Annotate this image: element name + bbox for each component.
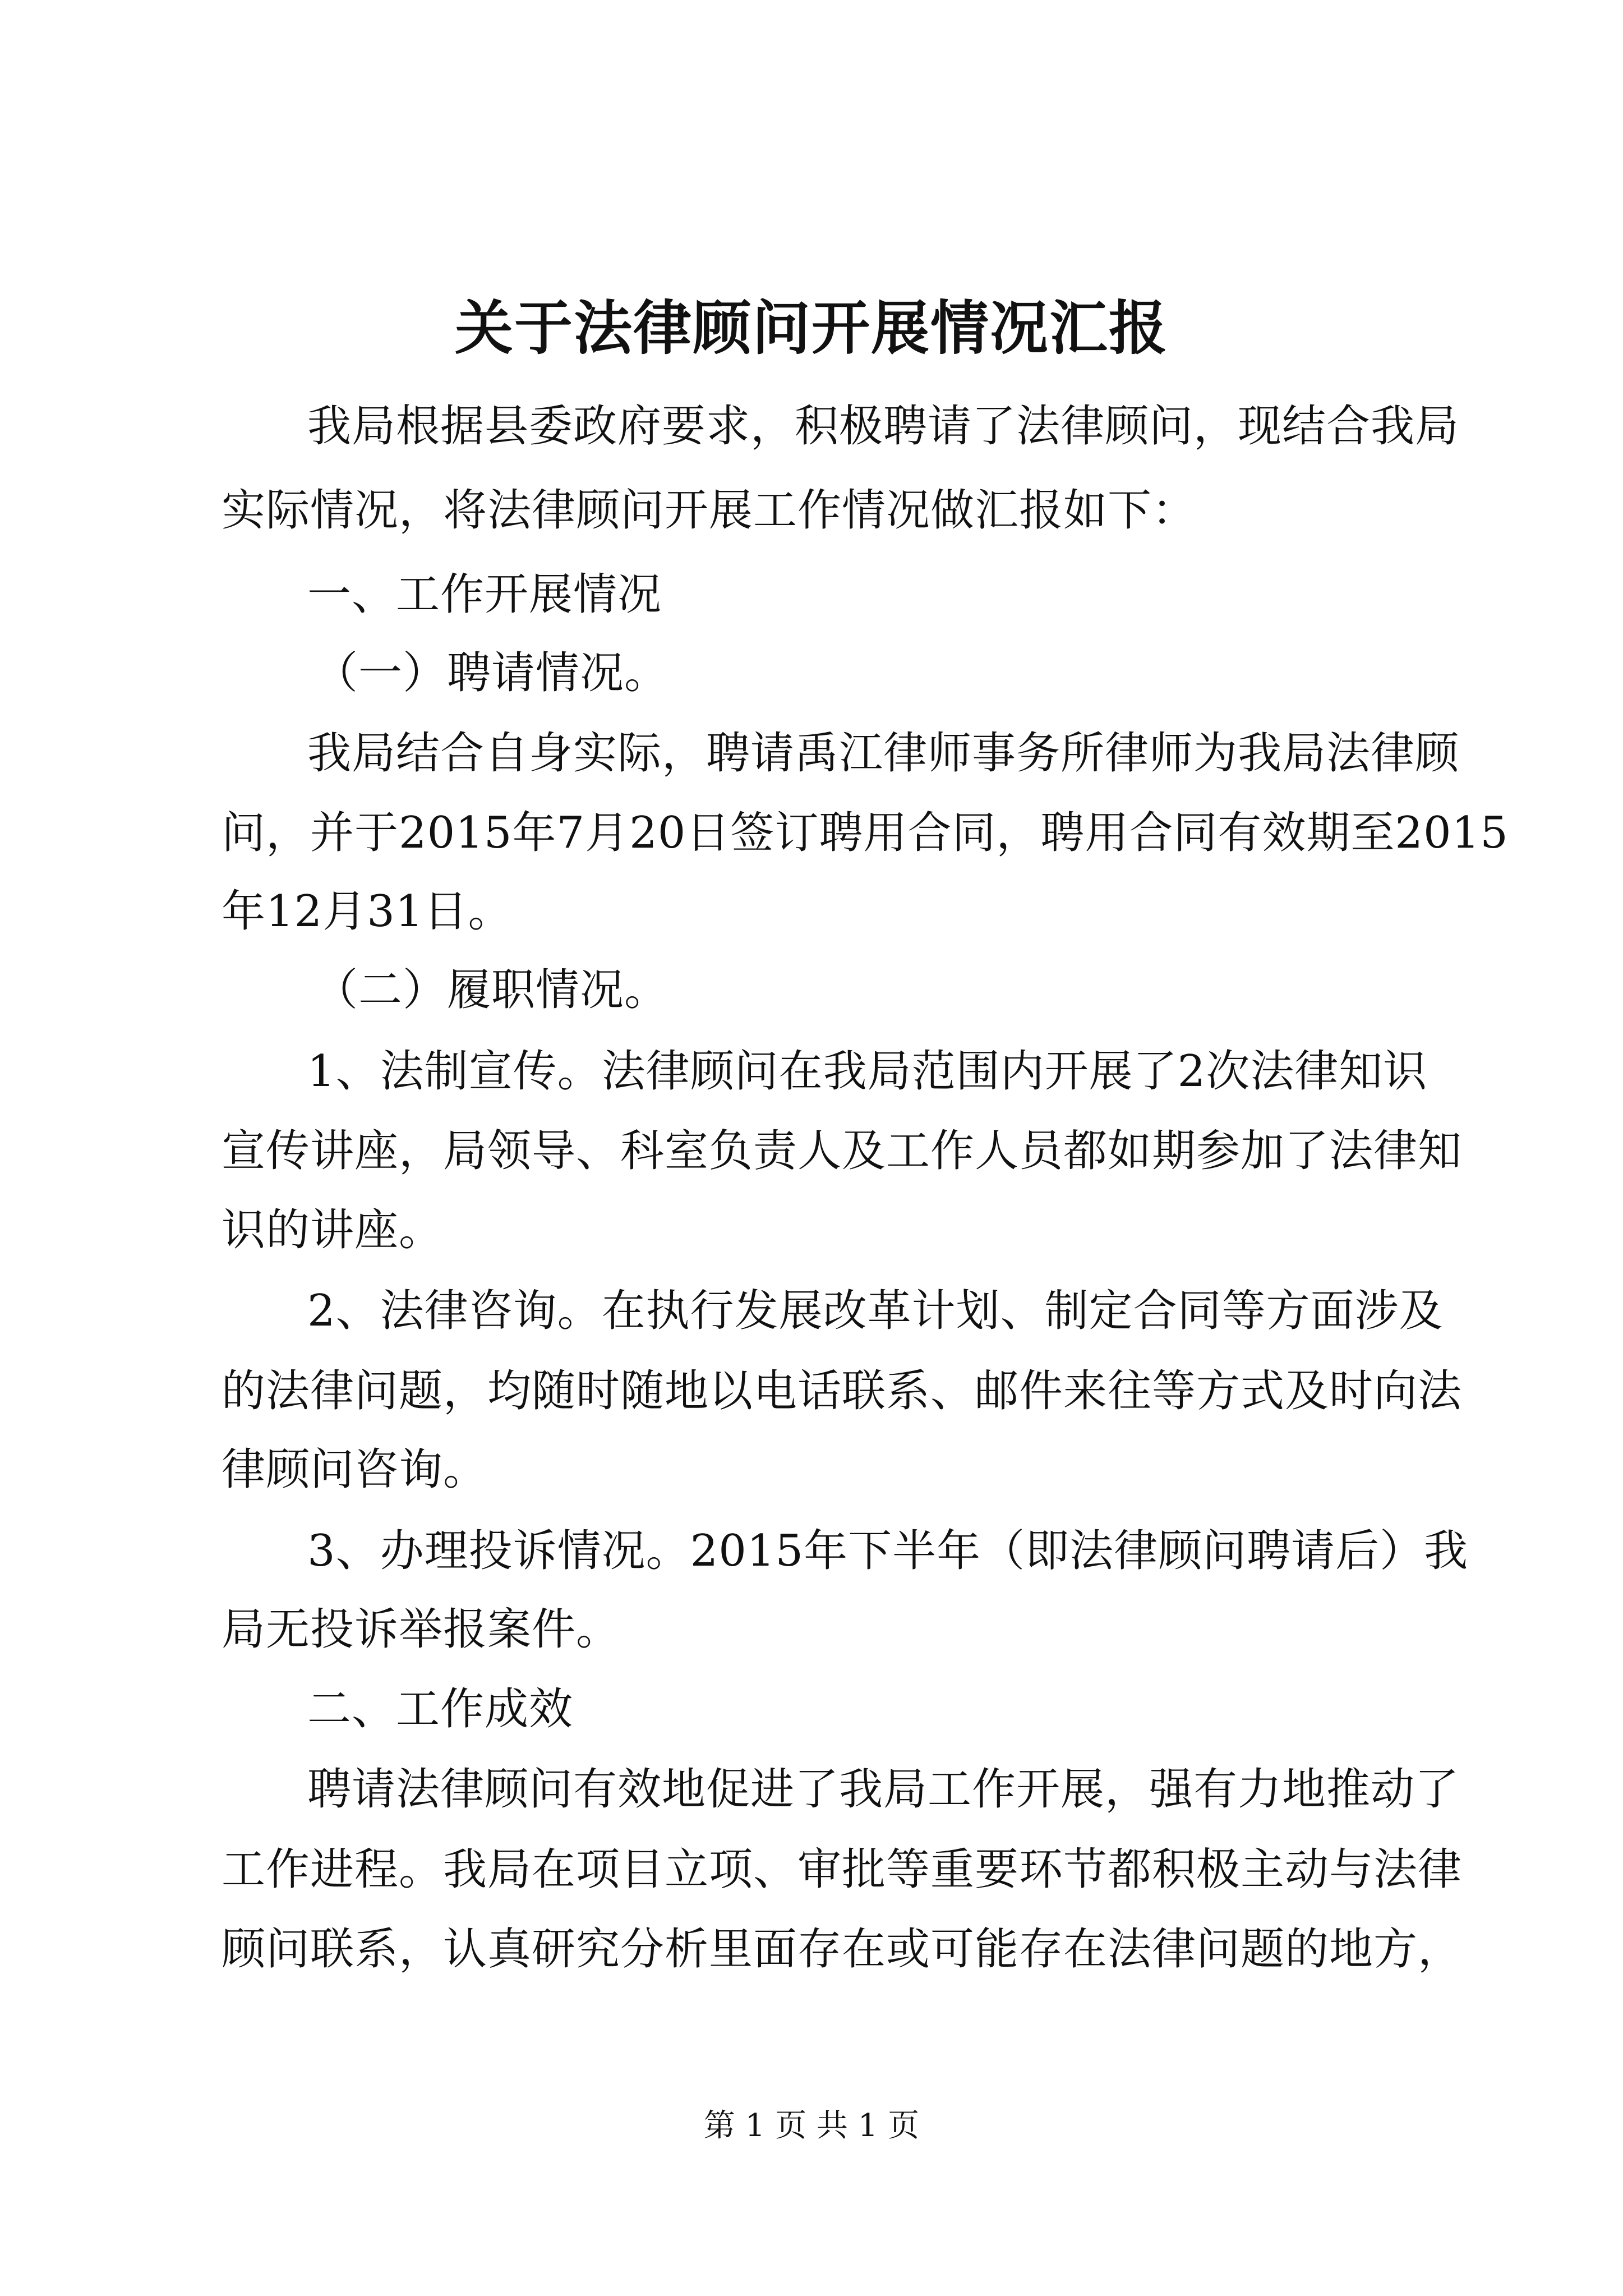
paragraph-line: 宣传讲座，局领导、科室负责人及工作人员都如期参加了法律知	[222, 1126, 1463, 1176]
paragraph-line: 聘请法律顾问有效地促进了我局工作开展，强有力地推动了	[307, 1764, 1460, 1815]
paragraph-line: 顾问联系，认真研究分析里面存在或可能存在法律问题的地方，	[222, 1924, 1463, 1975]
section-heading: 一、工作开展情况	[307, 569, 662, 620]
paragraph-line: 2、法律咨询。在执行发展改革计划、制定合同等方面涉及	[307, 1286, 1444, 1336]
subsection-heading: （二）履职情况。	[314, 965, 669, 1015]
paragraph-line: 的法律问题，均随时随地以电话联系、邮件来往等方式及时向法	[222, 1366, 1463, 1416]
document-title: 关于法律顾问开展情况汇报	[454, 294, 1168, 362]
paragraph-line: 律顾问咨询。	[222, 1444, 488, 1495]
paragraph-line: 识的讲座。	[222, 1205, 444, 1255]
paragraph-line: 问，并于2015年7月20日签订聘用合同，聘用合同有效期至2015	[222, 808, 1509, 858]
paragraph-line: 我局结合自身实际，聘请禹江律师事务所律师为我局法律顾	[307, 728, 1460, 779]
subsection-heading: （一）聘请情况。	[314, 648, 669, 698]
paragraph-line: 1、法制宣传。法律顾问在我局范围内开展了2次法律知识	[307, 1046, 1428, 1097]
paragraph-line: 年12月31日。	[222, 886, 513, 937]
paragraph-line: 3、办理投诉情况。2015年下半年（即法律顾问聘请后）我	[307, 1526, 1469, 1576]
paragraph-line: 我局根据县委政府要求，积极聘请了法律顾问，现结合我局	[307, 401, 1460, 452]
page-footer: 第 1 页 共 1 页	[703, 2108, 920, 2144]
section-heading: 二、工作成效	[307, 1684, 574, 1734]
paragraph-line: 工作进程。我局在项目立项、审批等重要环节都积极主动与法律	[222, 1844, 1463, 1895]
paragraph-line: 实际情况，将法律顾问开展工作情况做汇报如下：	[222, 485, 1197, 536]
paragraph-line: 局无投诉举报案件。	[222, 1604, 621, 1655]
